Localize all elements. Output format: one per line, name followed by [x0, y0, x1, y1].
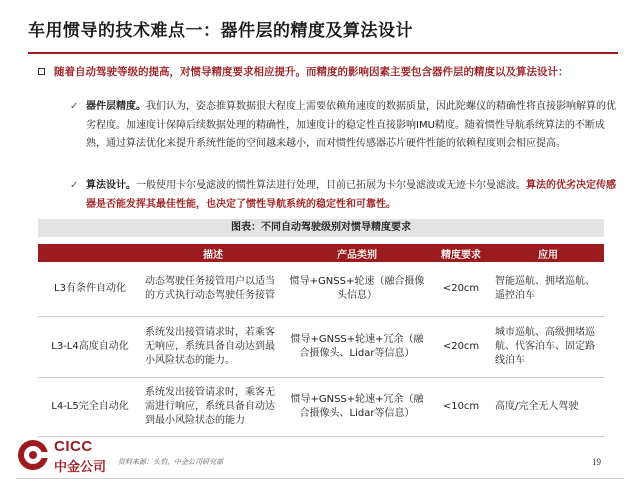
cell-product: 惯导+GNSS+轮速+冗余（融合摄像头、Lidar等信息） — [284, 378, 430, 437]
source-note: 资料来源：头豹，中金公司研究部 — [118, 458, 223, 466]
checkmark-icon: ✓ — [70, 180, 79, 191]
cell-application: 智能巡航、拥堵巡航、遥控泊车 — [492, 262, 604, 317]
main-bullet — [38, 64, 624, 81]
cell-product: 惯导+GNSS+轮速（融合摄像头信息） — [284, 262, 430, 317]
title-divider — [28, 52, 618, 54]
cell-level: L3有条件自动化 — [38, 262, 142, 317]
logo-text-cn: 中金公司 — [54, 460, 107, 475]
page-number: 19 — [592, 457, 601, 467]
header-description: 描述 — [142, 244, 284, 262]
cell-application: 城市巡航、高级拥堵巡航、代客泊车、固定路线泊车 — [492, 317, 604, 378]
cell-application: 高度/完全无人驾驶 — [492, 378, 604, 437]
header-product: 产品类别 — [284, 244, 430, 262]
cell-precision: <20cm — [430, 317, 492, 378]
table-row — [38, 378, 604, 437]
checkmark-icon: ✓ — [70, 101, 79, 112]
main-bullet-text: 随着自动驾驶等级的提高，对惯导精度要求相应提升。而精度的影响因素主要包含器件层的精度以及算法设计： — [54, 66, 569, 78]
cicc-emblem-icon — [16, 436, 50, 474]
cell-product: 惯导+GNSS+轮速+冗余（融合摄像头、Lidar等信息） — [284, 317, 430, 378]
sub-bullet-device-precision — [70, 98, 616, 154]
sub-bullet-lead: 算法设计。 — [86, 180, 136, 191]
cell-level: L3-L4高度自动化 — [38, 317, 142, 378]
cicc-logo — [16, 436, 108, 476]
footer-divider — [16, 478, 624, 479]
cell-description: 系统发出接管请求时，若乘客无响应，系统具备自动达到最小风险状态的能力。 — [142, 317, 284, 378]
header-precision: 精度要求 — [430, 244, 492, 262]
table-header-row — [38, 244, 604, 262]
sub-bullet-body: 我们认为，姿态推算数据很大程度上需要依赖角速度的数据质量，因此陀螺仪的精确性将直接影响解算的优劣程度。加速度计保障后续数据处理的精确性，加速度计的稳定性直接影响IMU精度。随着惯性导航系统算法的不断成熟，通过算法优化来提升系统性能的空间越来越小，而对惯性传感器芯片硬件性能的依赖程度则会相应提高。 — [86, 101, 616, 149]
page-title: 车用惯导的技术难点一：器件层的精度及算法设计 — [28, 21, 413, 41]
sub-bullet-algorithm-design — [70, 177, 616, 214]
sub-bullet-body: 一般使用卡尔曼滤波的惯性算法进行处理，目前已拓展为卡尔曼滤波或无迹卡尔曼滤波。 — [136, 180, 526, 191]
sub-bullet-highlight: 算法的优劣决定传感器是否能发挥其最佳性能，也决定了惯性导航系统的稳定性和可靠性。 — [86, 180, 616, 210]
table-row — [38, 317, 604, 378]
cell-level: L4-L5完全自动化 — [38, 378, 142, 437]
header-level — [38, 244, 142, 262]
table-row — [38, 262, 604, 317]
sub-bullet-lead: 器件层精度。 — [86, 101, 146, 112]
precision-table — [38, 244, 604, 437]
square-bullet-icon — [38, 68, 45, 75]
table-caption: 图表：不同自动驾驶级别对惯导精度要求 — [38, 219, 604, 237]
logo-text-en: CICC — [54, 438, 93, 455]
cell-description: 动态驾驶任务接管用户以适当的方式执行动态驾驶任务接管 — [142, 262, 284, 317]
cell-precision: <10cm — [430, 378, 492, 437]
header-application: 应用 — [492, 244, 604, 262]
cell-precision: <20cm — [430, 262, 492, 317]
cell-description: 系统发出接管请求时，乘客无需进行响应，系统具备自动达到最小风险状态的能力 — [142, 378, 284, 437]
